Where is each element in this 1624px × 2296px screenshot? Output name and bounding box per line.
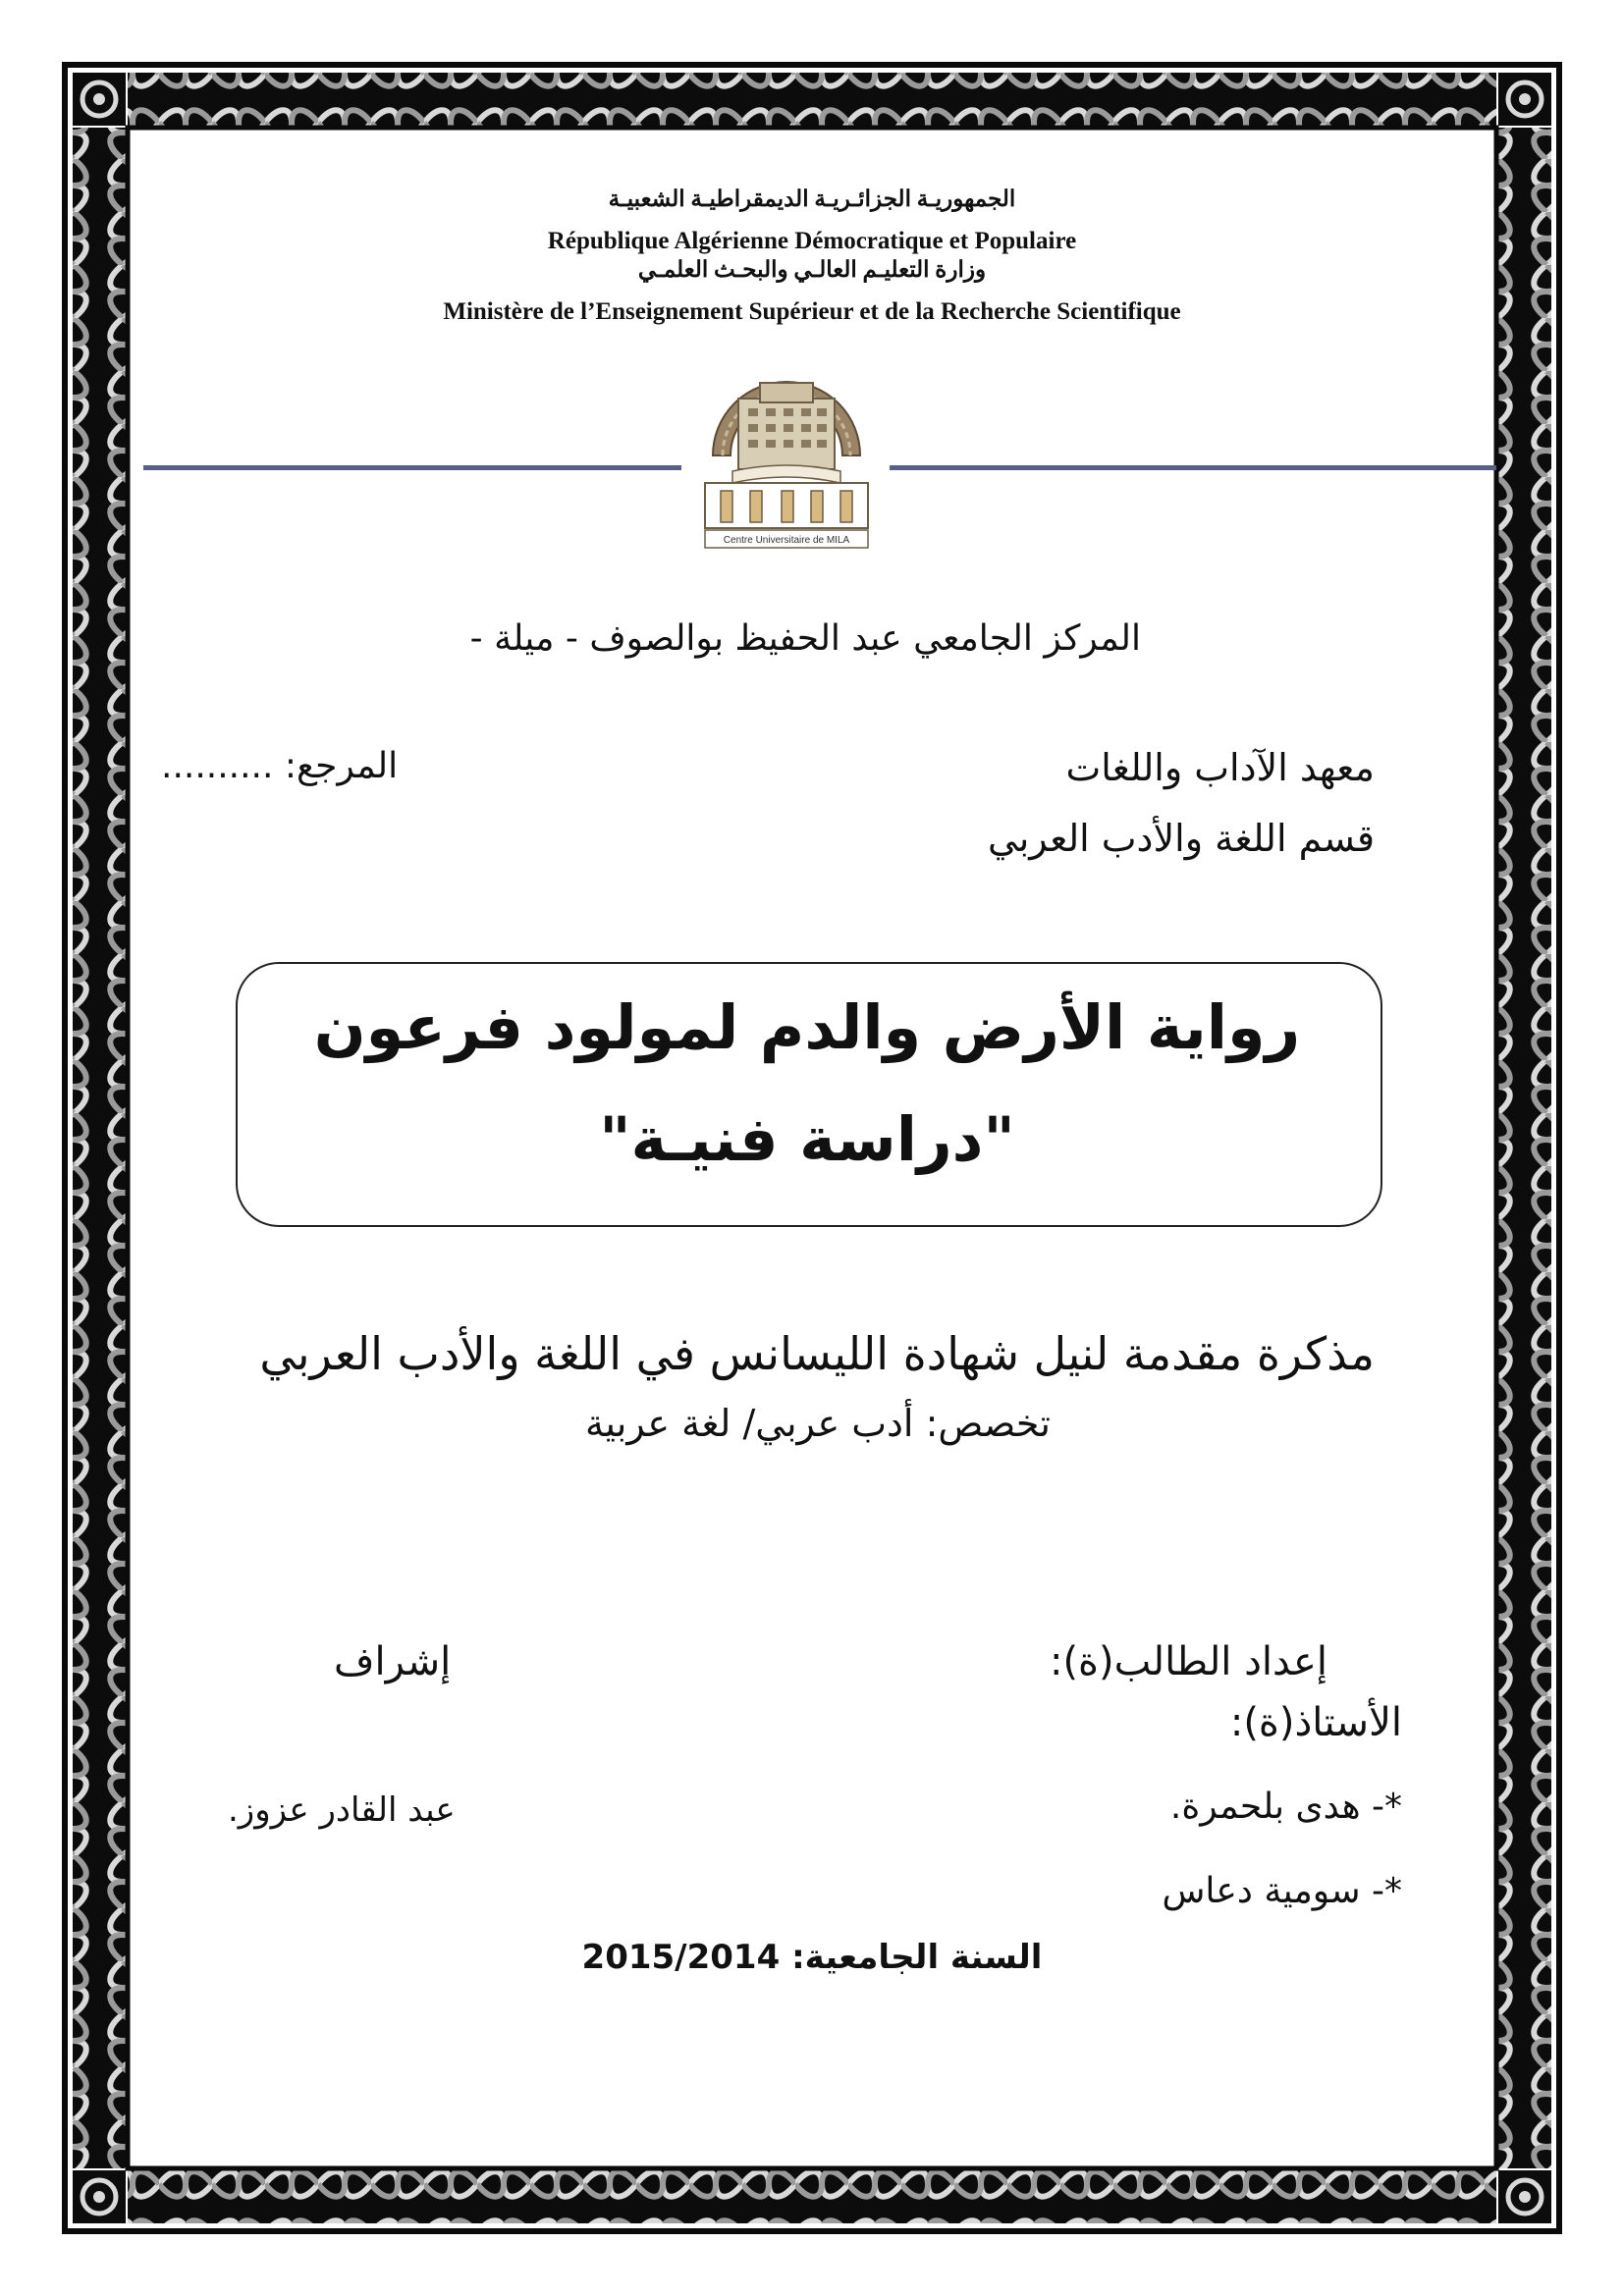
thesis-subtitle: "دراسة فنيـة" [599, 1103, 1015, 1175]
thesis-title: رواية الأرض والدم لمولود فرعون [313, 991, 1301, 1063]
supervision-label: إشراف [334, 1639, 452, 1684]
ministry-french-heading: Ministère de l’Enseignement Supérieur et de la Recherche Scientifique [443, 298, 1181, 325]
department-name: قسم اللغة والأدب العربي [988, 817, 1375, 860]
center-name: المركز الجامعي عبد الحفيظ بوالصوف - ميلة - [469, 618, 1141, 659]
ministry-arabic-heading: وزارة التعليـم العالـي والبحـث العلمـي [637, 257, 987, 282]
logo-caption: Centre Universitaire de MILA [723, 535, 850, 546]
student-name-1: *- هدى بلحمرة. [1169, 1787, 1402, 1827]
specialty: تخصص: أدب عربي/ لغة عربية [584, 1402, 1051, 1445]
supervisor-name: عبد القادر عزوز. [228, 1790, 456, 1830]
divider-right [890, 465, 1496, 470]
academic-year: السنة الجامعية: 2015/2014 [581, 1938, 1043, 1977]
prepared-by-label: إعداد الطالب(ة): [1049, 1639, 1327, 1684]
institute-name: معهد الآداب واللغات [1065, 746, 1375, 789]
professor-label: الأستاذ(ة): [1229, 1700, 1402, 1745]
student-name-2: *- سومية دعاس [1162, 1871, 1402, 1911]
divider-left [143, 465, 681, 470]
reference-field: المرجع: .......... [161, 746, 399, 786]
memoir-description: مذكرة مقدمة لنيل شهادة الليسانس في اللغة والأدب العربي [259, 1327, 1375, 1380]
republic-french-heading: République Algérienne Démocratique et Populaire [547, 228, 1077, 254]
republic-arabic-heading: الجمهوريـة الجزائـريـة الديمقراطيـة الشعبيـة [608, 187, 1016, 211]
university-logo [699, 361, 874, 550]
